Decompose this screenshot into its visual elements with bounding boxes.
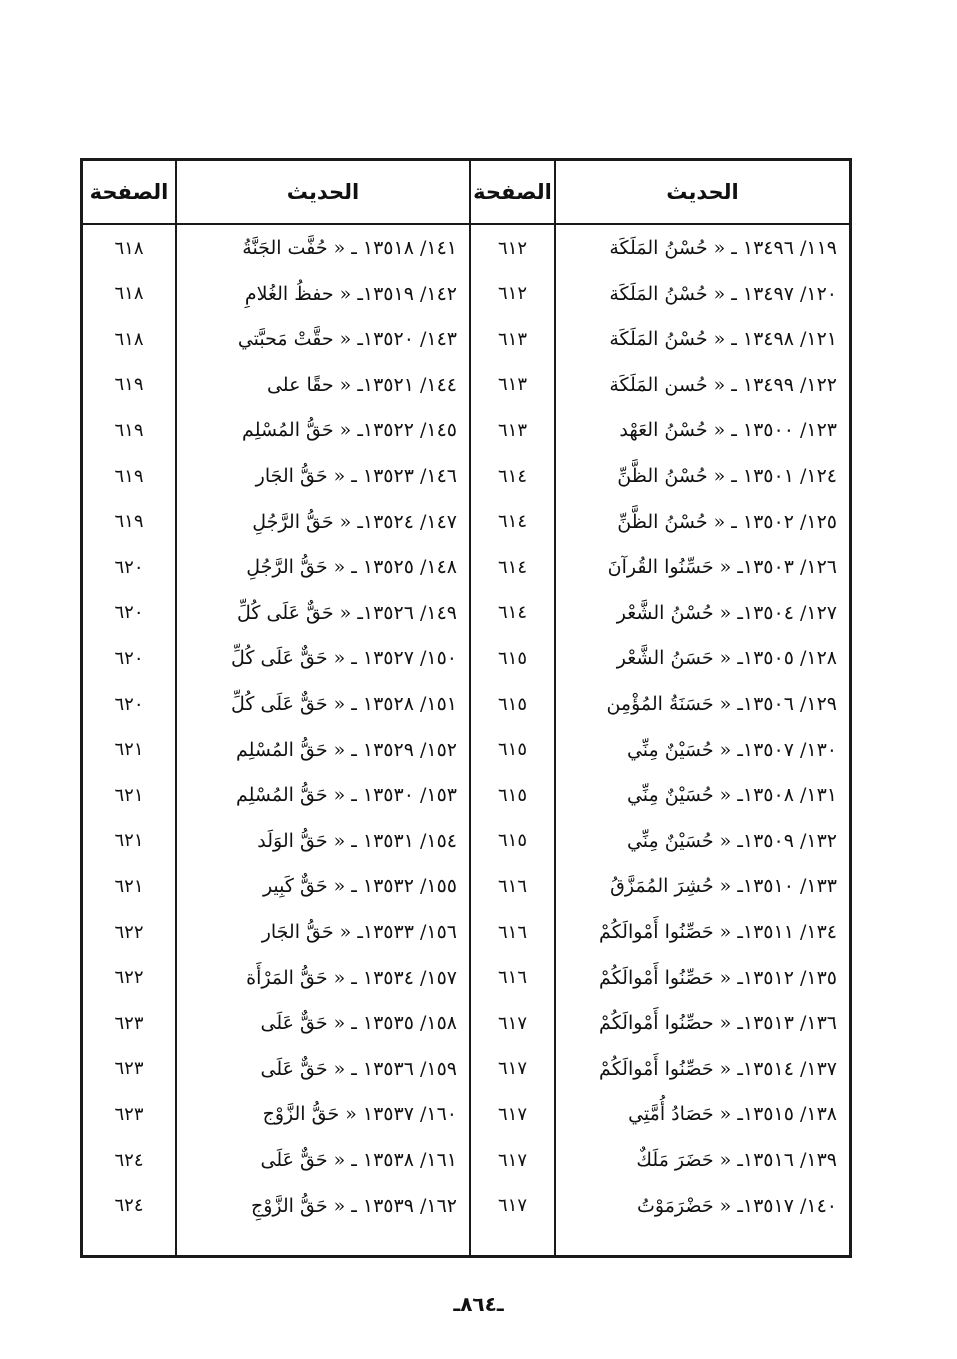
page-ref: ٦٢٣	[114, 1058, 144, 1080]
hadith-entry: ١٦١/ ١٣٥٣٨ ـ « حَقٌّ عَلَى	[260, 1149, 457, 1171]
page-ref: ٦١٩	[114, 511, 144, 533]
page-ref: ٦١٨	[114, 237, 144, 259]
page-ref: ٦٢٢	[114, 921, 144, 943]
hadith-column-2	[177, 161, 471, 1255]
hadith-entry: ١٤٤/ ١٣٥٢١ـ « حقًا على	[266, 373, 457, 396]
page-ref: ٦١٦	[498, 967, 528, 989]
page-ref: ٦٢١	[114, 739, 144, 761]
page-ref: ٦١٦	[498, 875, 528, 897]
page-ref: ٦١٤	[498, 511, 528, 533]
page-ref: ٦٢١	[114, 830, 144, 852]
hadith-entry: ١٥٣/ ١٣٥٣٠ ـ « حَقُّ المُسْلِم	[236, 784, 457, 807]
hadith-entry: ١٥٢/ ١٣٥٢٩ ـ « حَقُّ المُسْلِم	[236, 738, 457, 761]
hadith-entry: ١٢٤/ ١٣٥٠١ ـ « حُسْنُ الظَّنِّ	[617, 465, 837, 487]
page-ref: ٦١٥	[498, 739, 528, 761]
page-ref: ٦٢٤	[114, 1149, 144, 1171]
page-ref: ٦١٧	[498, 1058, 528, 1080]
page-ref: ٦٢١	[114, 875, 144, 897]
hadith-entry: ١٥٨/ ١٣٥٣٥ ـ « حَقٌّ عَلَى	[260, 1012, 457, 1035]
hadith-entry: ١٣٠/ ١٣٥٠٧ـ « حُسَيْنٌ مِنِّي	[626, 738, 837, 761]
hadith-entry: ١٣٣/ ١٣٥١٠ـ « حُشِرَ المُمَزَّقُ	[610, 875, 837, 898]
hadith-entry: ١٥٧/ ١٣٥٣٤ ـ « حَقُّ المَرْأَة	[246, 966, 457, 989]
hadith-column-header: الحديث	[666, 180, 739, 204]
hadith-entry: ١٦٢/ ١٣٥٣٩ ـ « حَقُّ الزَّوْجِ	[250, 1194, 457, 1217]
hadith-index-table	[80, 158, 852, 1258]
hadith-entry: ١٥١/ ١٣٥٢٨ ـ « حَقٌّ عَلَى كُلِّ	[231, 693, 457, 715]
hadith-entry: ١٥٦/ ١٣٥٣٣ـ « حَقُّ الجَار	[261, 921, 457, 943]
hadith-column-header: الحديث	[286, 180, 360, 204]
hadith-entry: ١٢١/ ١٣٤٩٨ ـ « حُسْنُ المَلَكَة	[609, 328, 837, 351]
hadith-entry: ١٣٦/ ١٣٥١٣ـ « حصِّنُوا أَمْوالَكُمْ	[599, 1012, 837, 1035]
page-ref: ٦٢٠	[114, 602, 144, 624]
page-ref: ٦١٥	[498, 647, 528, 669]
hadith-entry: ١٤٧/ ١٣٥٢٤ـ « حَقُّ الرَّجُلِ	[252, 510, 457, 533]
page-ref: ٦١٥	[498, 693, 528, 715]
hadith-entry: ١٣٢/ ١٣٥٠٩ـ « حُسَيْنٌ مِنِّي	[626, 829, 837, 852]
page-ref: ٦١٦	[498, 921, 528, 943]
hadith-entry: ١٦٠/ ١٣٥٣٧ « حَقُّ الزَّوْج	[262, 1103, 457, 1126]
hadith-entry: ١٣٧/ ١٣٥١٤ـ « حَصِّنُوا أَمْوالَكُمْ	[599, 1057, 837, 1080]
page-ref: ٦٢٠	[114, 693, 144, 715]
hadith-entry: ١٤٦/ ١٣٥٢٣ ـ « حَقُّ الجَار	[255, 465, 457, 487]
hadith-entry: ١٢٣/ ١٣٥٠٠ ـ « حُسْنُ العَهْد	[619, 419, 837, 442]
hadith-entry: ١٥٥/ ١٣٥٣٢ ـ « حَقٌّ كَبِير	[262, 875, 457, 898]
page-ref: ٦١٢	[498, 283, 528, 305]
hadith-column-1	[556, 161, 849, 1255]
page-ref: ٦١٣	[498, 419, 528, 441]
hadith-entry: ١٢٩/ ١٣٥٠٦ـ « حَسَنَةُ المُؤْمِن	[606, 693, 837, 715]
page-ref: ٦١٩	[114, 465, 144, 487]
page-ref: ٦١٧	[498, 1012, 528, 1034]
hadith-entry: ١٤٩/ ١٣٥٢٦ـ « حَقٌّ عَلَى كُلِّ	[237, 601, 457, 624]
page-ref: ٦١٥	[498, 784, 528, 806]
hadith-entry: ١٣٥/ ١٣٥١٢ـ « حَصِّنُوا أَمْوالَكُمْ	[599, 966, 837, 989]
hadith-entry: ١٣٨/ ١٣٥١٥ـ « حَصَادُ أُمَّتِي	[628, 1103, 837, 1126]
hadith-entry: ١٤٢/ ١٣٥١٩ـ « حفظُ الغُلامِ	[244, 282, 457, 305]
page-ref: ٦١٤	[498, 465, 528, 487]
page-ref: ٦١٤	[498, 556, 528, 578]
hadith-entry: ١٥٤/ ١٣٥٣١ ـ « حَقُّ الوَلَد	[257, 829, 457, 852]
page-column-header: الصفحة	[89, 180, 169, 204]
hadith-entry: ١٥٠/ ١٣٥٢٧ ـ « حَقٌّ عَلَى كُلِّ	[231, 647, 457, 670]
hadith-entry: ١٤٣/ ١٣٥٢٠ـ « حقَّتْ مَحبَّتي	[237, 328, 457, 351]
hadith-entry: ١٤٥/ ١٣٥٢٢ـ « حَقُّ المُسْلِم	[242, 419, 457, 442]
hadith-entry: ١٢٦/ ١٣٥٠٣ـ « حَسِّنُوا القُرآنَ	[607, 556, 837, 579]
page-ref: ٦١٩	[114, 374, 144, 396]
page-ref: ٦١٧	[498, 1103, 528, 1125]
hadith-entry: ١٣١/ ١٣٥٠٨ـ « حُسَيْنٌ مِنِّي	[626, 784, 837, 807]
page-ref: ٦١٤	[498, 602, 528, 624]
hadith-entry: ١٤٠/ ١٣٥١٧ـ « حَضْرَمَوْتُ	[637, 1194, 837, 1217]
page-number: ـ٨٦٤ـ	[453, 1292, 504, 1316]
hadith-entry: ١٥٩/ ١٣٥٣٦ ـ « حَقٌّ عَلَى	[260, 1057, 457, 1080]
page-column-2	[83, 161, 177, 1255]
hadith-entry: ١٢٨/ ١٣٥٠٥ـ « حَسَنُ الشَّعْر	[616, 647, 837, 670]
page-ref: ٦٢٠	[114, 647, 144, 669]
page-ref: ٦١٩	[114, 419, 144, 441]
page-column-header: الصفحة	[473, 180, 552, 204]
page-ref: ٦٢٤	[114, 1195, 144, 1217]
page-ref: ٦١٨	[114, 328, 144, 350]
hadith-entry: ١٢٠/ ١٣٤٩٧ ـ « حُسْنُ المَلَكَة	[609, 282, 837, 305]
hadith-entry: ١٤١/ ١٣٥١٨ ـ « حُفَّت الجَنَّةُ	[242, 237, 457, 259]
hadith-entry: ١٣٤/ ١٣٥١١ـ « حَصِّنُوا أَمْوالَكُمْ	[599, 921, 837, 943]
page-ref: ٦١٧	[498, 1195, 528, 1217]
hadith-entry: ١٢٧/ ١٣٥٠٤ـ « حُسْنُ الشَّعْر	[616, 601, 837, 624]
hadith-entry: ١٢٢/ ١٣٤٩٩ ـ « حُسن المَلَكَة	[609, 373, 837, 396]
page-ref: ٦١٥	[498, 830, 528, 852]
page-ref: ٦٢٣	[114, 1012, 144, 1034]
hadith-entry: ١٤٨/ ١٣٥٢٥ ـ « حَقُّ الرَّجُلِ	[246, 556, 457, 579]
page-ref: ٦١٧	[498, 1149, 528, 1171]
page-ref: ٦١٨	[114, 283, 144, 305]
hadith-entry: ١٢٥/ ١٣٥٠٢ ـ « حُسْنُ الظَّنِّ	[617, 510, 837, 533]
page-ref: ٦٢٣	[114, 1103, 144, 1125]
page-ref: ٦٢٢	[114, 967, 144, 989]
page-ref: ٦١٣	[498, 374, 528, 396]
page-column-1	[471, 161, 556, 1255]
page-ref: ٦١٢	[498, 237, 528, 259]
hadith-entry: ١٣٩/ ١٣٥١٦ـ « حَضَرَ مَلَكٌ	[636, 1149, 837, 1171]
page-ref: ٦٢١	[114, 784, 144, 806]
hadith-entry: ١١٩/ ١٣٤٩٦ ـ « حُسْنُ المَلَكَة	[609, 237, 837, 259]
page-ref: ٦١٣	[498, 328, 528, 350]
page-ref: ٦٢٠	[114, 556, 144, 578]
